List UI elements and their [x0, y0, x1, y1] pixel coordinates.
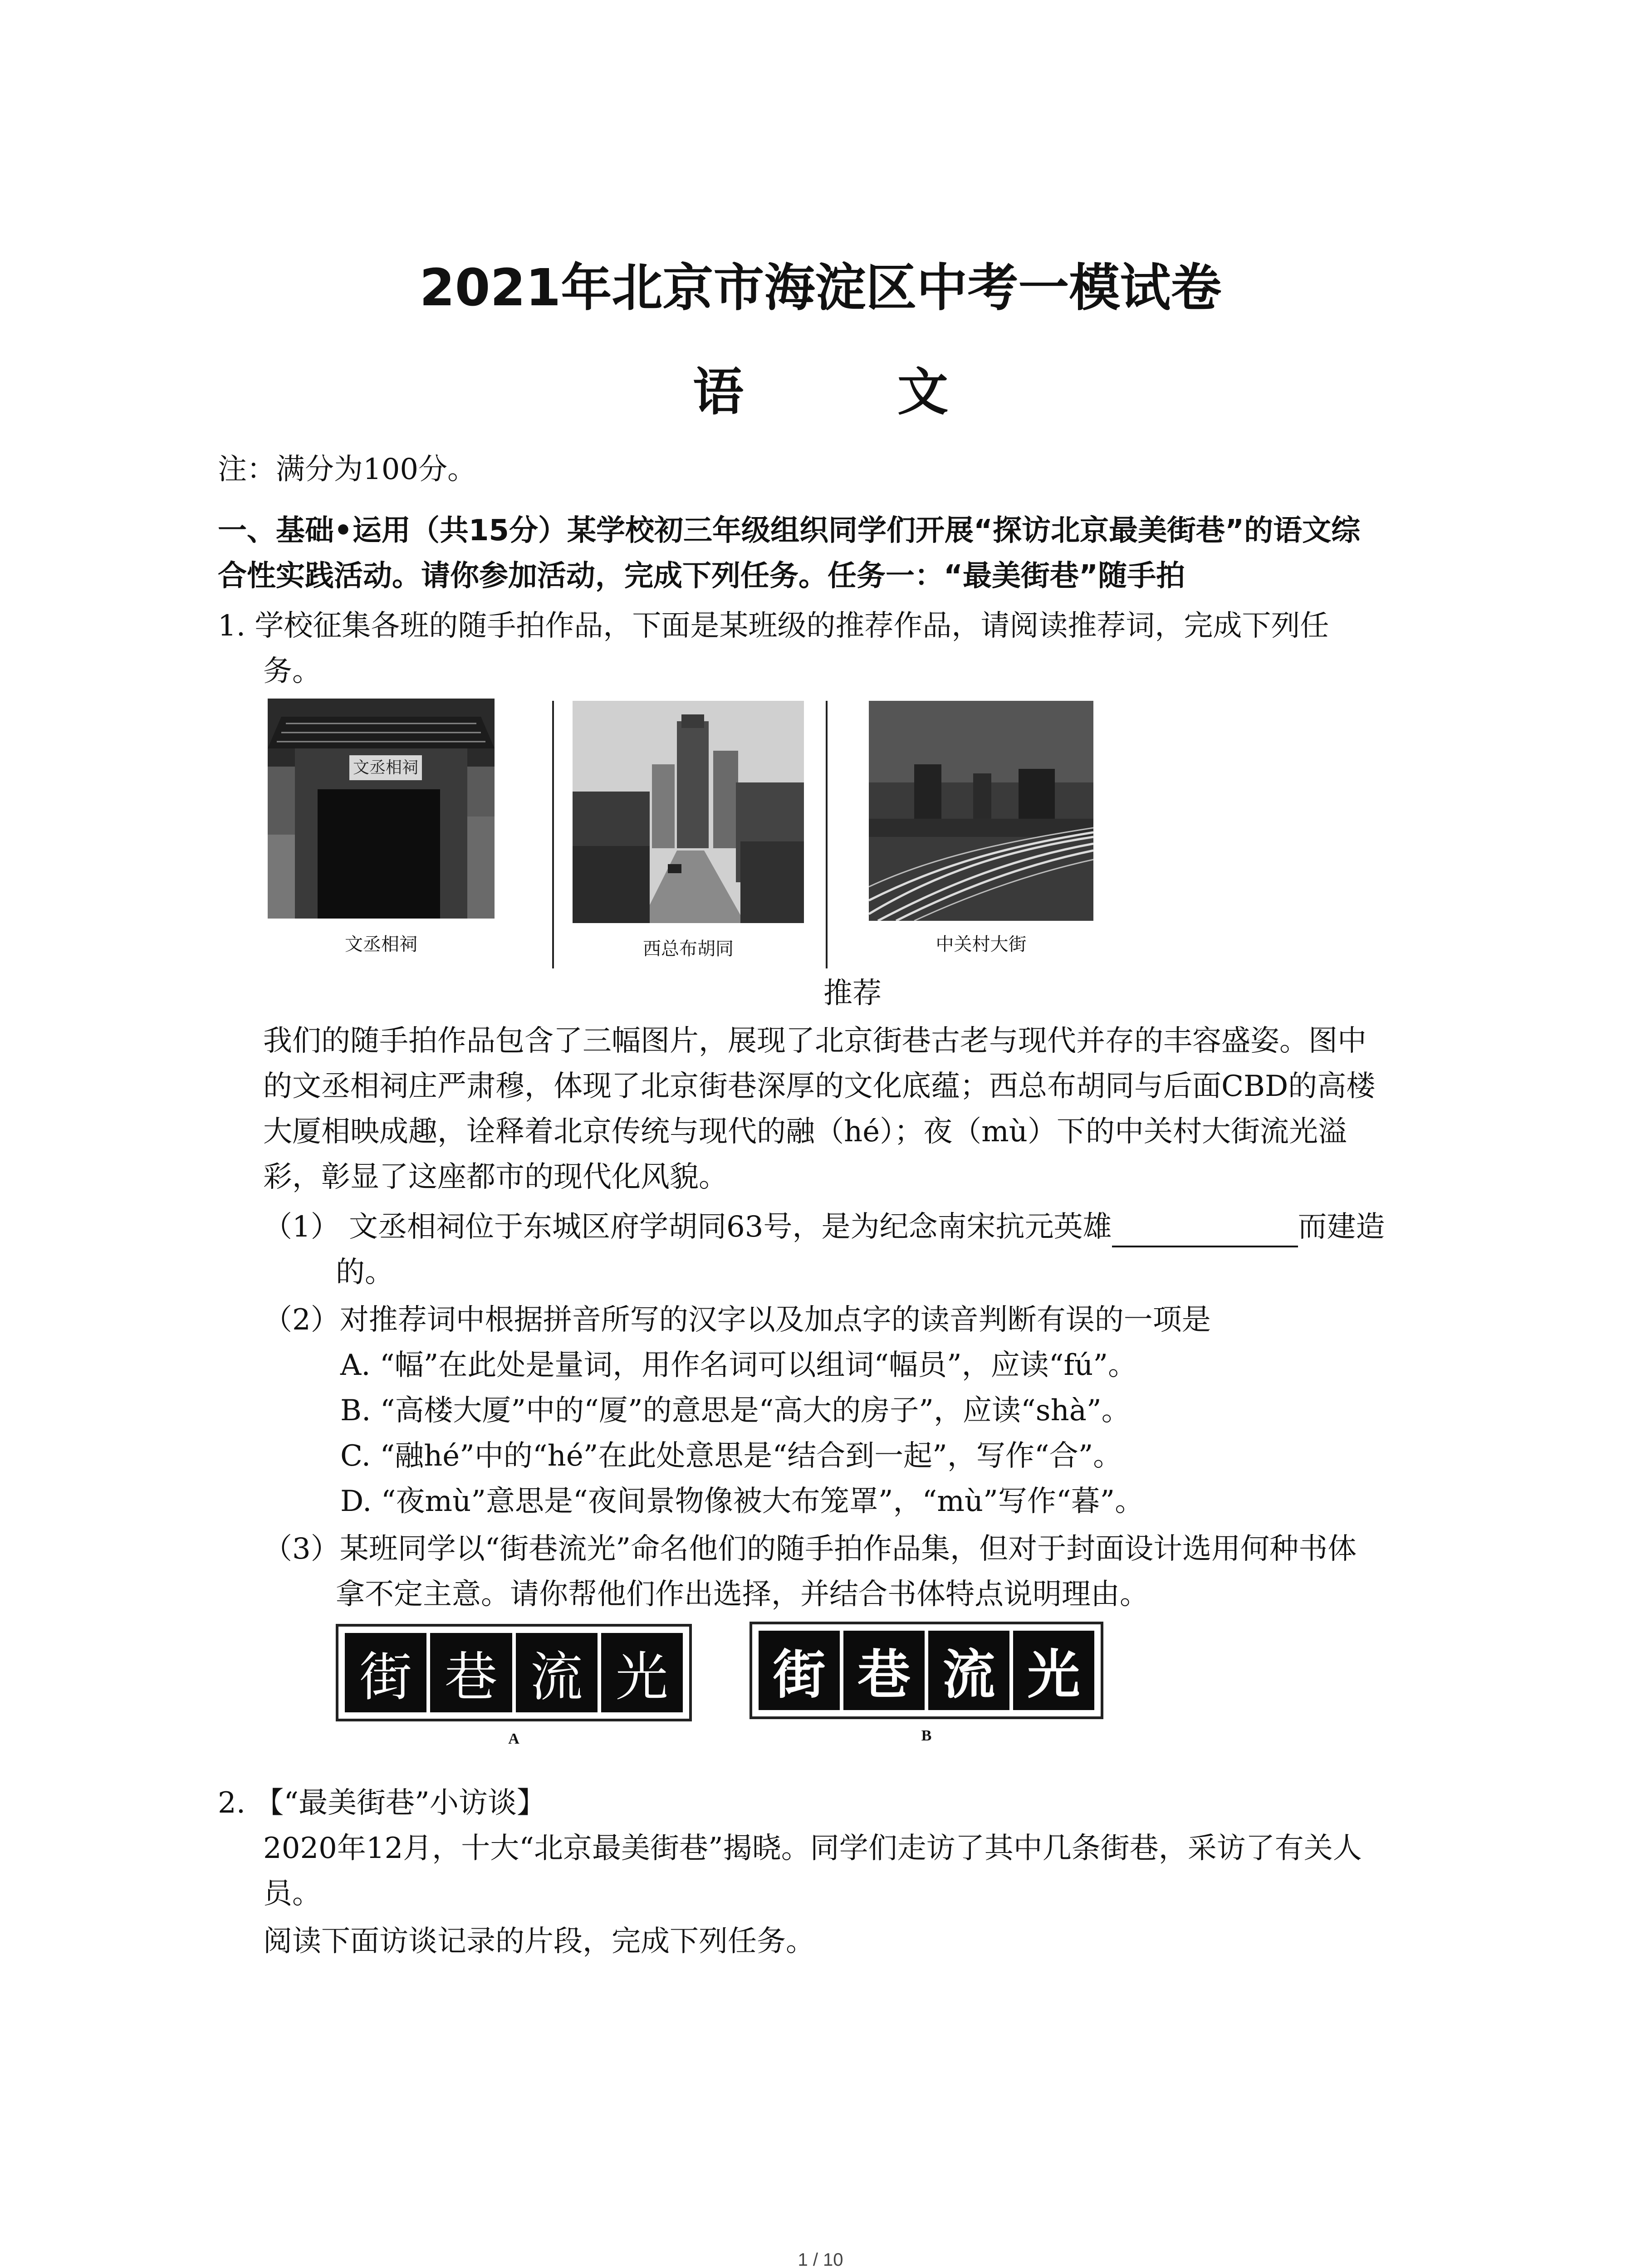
- recommend-line: 大厦相映成趣，诠释着北京传统与现代的融（hé）；夜（mù）下的中关村大街流光溢: [263, 1115, 1347, 1149]
- calligraphy-char: 巷: [430, 1633, 512, 1712]
- option-b: B. “高楼大厦”中的“厦”的意思是“高大的房子”，应读“shà”。: [340, 1394, 1131, 1427]
- sub2-stem: （2）对推荐词中根据拼音所写的汉字以及加点字的读音判断有误的一项是: [263, 1303, 1211, 1337]
- sub1-text-after: 而建造: [1298, 1210, 1385, 1244]
- q2-line1: 2020年12月，十大“北京最美街巷”揭晓。同学们走访了其中几条街巷，采访了有关人: [263, 1832, 1362, 1865]
- score-note: 注：满分为100分。: [218, 453, 477, 486]
- section1-intro-line2: 合性实践活动。请你参加活动，完成下列任务。任务一：“最美街巷”随手拍: [218, 559, 1185, 593]
- sub1-text: （1） 文丞相祠位于东城区府学胡同63号，是为纪念南宋抗元英雄: [263, 1210, 1112, 1244]
- photo-wenchengxiang-temple: [268, 699, 495, 919]
- sub1-line2: 的。: [336, 1256, 394, 1289]
- subject-title: 语 文: [693, 363, 1016, 422]
- q2-line2: 员。: [263, 1877, 321, 1911]
- option-d: D. “夜mù”意思是“夜间景物像被大布笼罩”，“mù”写作“暮”。: [340, 1485, 1144, 1518]
- photo-caption: 中关村大街: [936, 934, 1027, 954]
- calligraphy-char: 流: [516, 1633, 598, 1712]
- answer-blank[interactable]: [1112, 1218, 1298, 1247]
- page-number: 1 / 10: [798, 2250, 843, 2268]
- divider: [826, 701, 828, 968]
- calligraphy-char: 流: [928, 1631, 1009, 1710]
- q2-heading: 2. 【“最美街巷”小访谈】: [218, 1786, 546, 1820]
- q1-stem-line1: 1. 学校征集各班的随手拍作品，下面是某班级的推荐作品，请阅读推荐词，完成下列任: [218, 609, 1329, 643]
- temple-sign-text: 文丞相祠: [353, 758, 419, 777]
- calligraphy-char: 光: [601, 1633, 683, 1712]
- recommend-line: 彩，彰显了这座都市的现代化风貌。: [263, 1160, 728, 1194]
- divider: [552, 701, 554, 968]
- sub3-line1: （3）某班同学以“街巷流光”命名他们的随手拍作品集，但对于封面设计选用何种书体: [263, 1532, 1357, 1566]
- page-title: 2021年北京市海淀区中考一模试卷: [419, 259, 1222, 318]
- calligraphy-char: 巷: [843, 1631, 925, 1710]
- option-a: A. “幅”在此处是量词，用作名词可以组词“幅员”，应读“fú”。: [340, 1349, 1137, 1382]
- calligraphy-sample-b: [749, 1622, 1103, 1719]
- recommend-heading: 推荐: [823, 977, 882, 1010]
- calligraphy-label-a: A: [508, 1730, 519, 1747]
- q2-line3: 阅读下面访谈记录的片段，完成下列任务。: [263, 1925, 815, 1958]
- option-c: C. “融hé”中的“hé”在此处意思是“结合到一起”，写作“合”。: [340, 1439, 1122, 1473]
- recommend-line: 的文丞相祠庄严肃穆，体现了北京街巷深厚的文化底蕴；西总布胡同与后面CBD的高楼: [263, 1070, 1376, 1103]
- calligraphy-char: 光: [1013, 1631, 1094, 1710]
- calligraphy-sample-a: [336, 1624, 692, 1721]
- photo-xizongbu-hutong: [573, 701, 804, 923]
- section1-intro-line1: 一、基础•运用（共15分）某学校初三年级组织同学们开展“探访北京最美街巷”的语文综: [218, 514, 1361, 547]
- sub1-line1: [263, 1207, 1385, 1247]
- photo-caption: 文丞相祠: [345, 934, 417, 954]
- calligraphy-label-b: B: [921, 1727, 932, 1744]
- q1-stem-line2: 务。: [263, 655, 321, 688]
- calligraphy-char: 街: [345, 1633, 426, 1712]
- photo-zhongguancun-avenue: [869, 701, 1093, 921]
- sub3-line2: 拿不定主意。请你帮他们作出选择，并结合书体特点说明理由。: [336, 1578, 1149, 1611]
- calligraphy-char: 街: [759, 1631, 840, 1710]
- photo-caption: 西总布胡同: [643, 939, 734, 959]
- recommend-line: 我们的随手拍作品包含了三幅图片，展现了北京街巷古老与现代并存的丰容盛姿。图中: [263, 1024, 1367, 1058]
